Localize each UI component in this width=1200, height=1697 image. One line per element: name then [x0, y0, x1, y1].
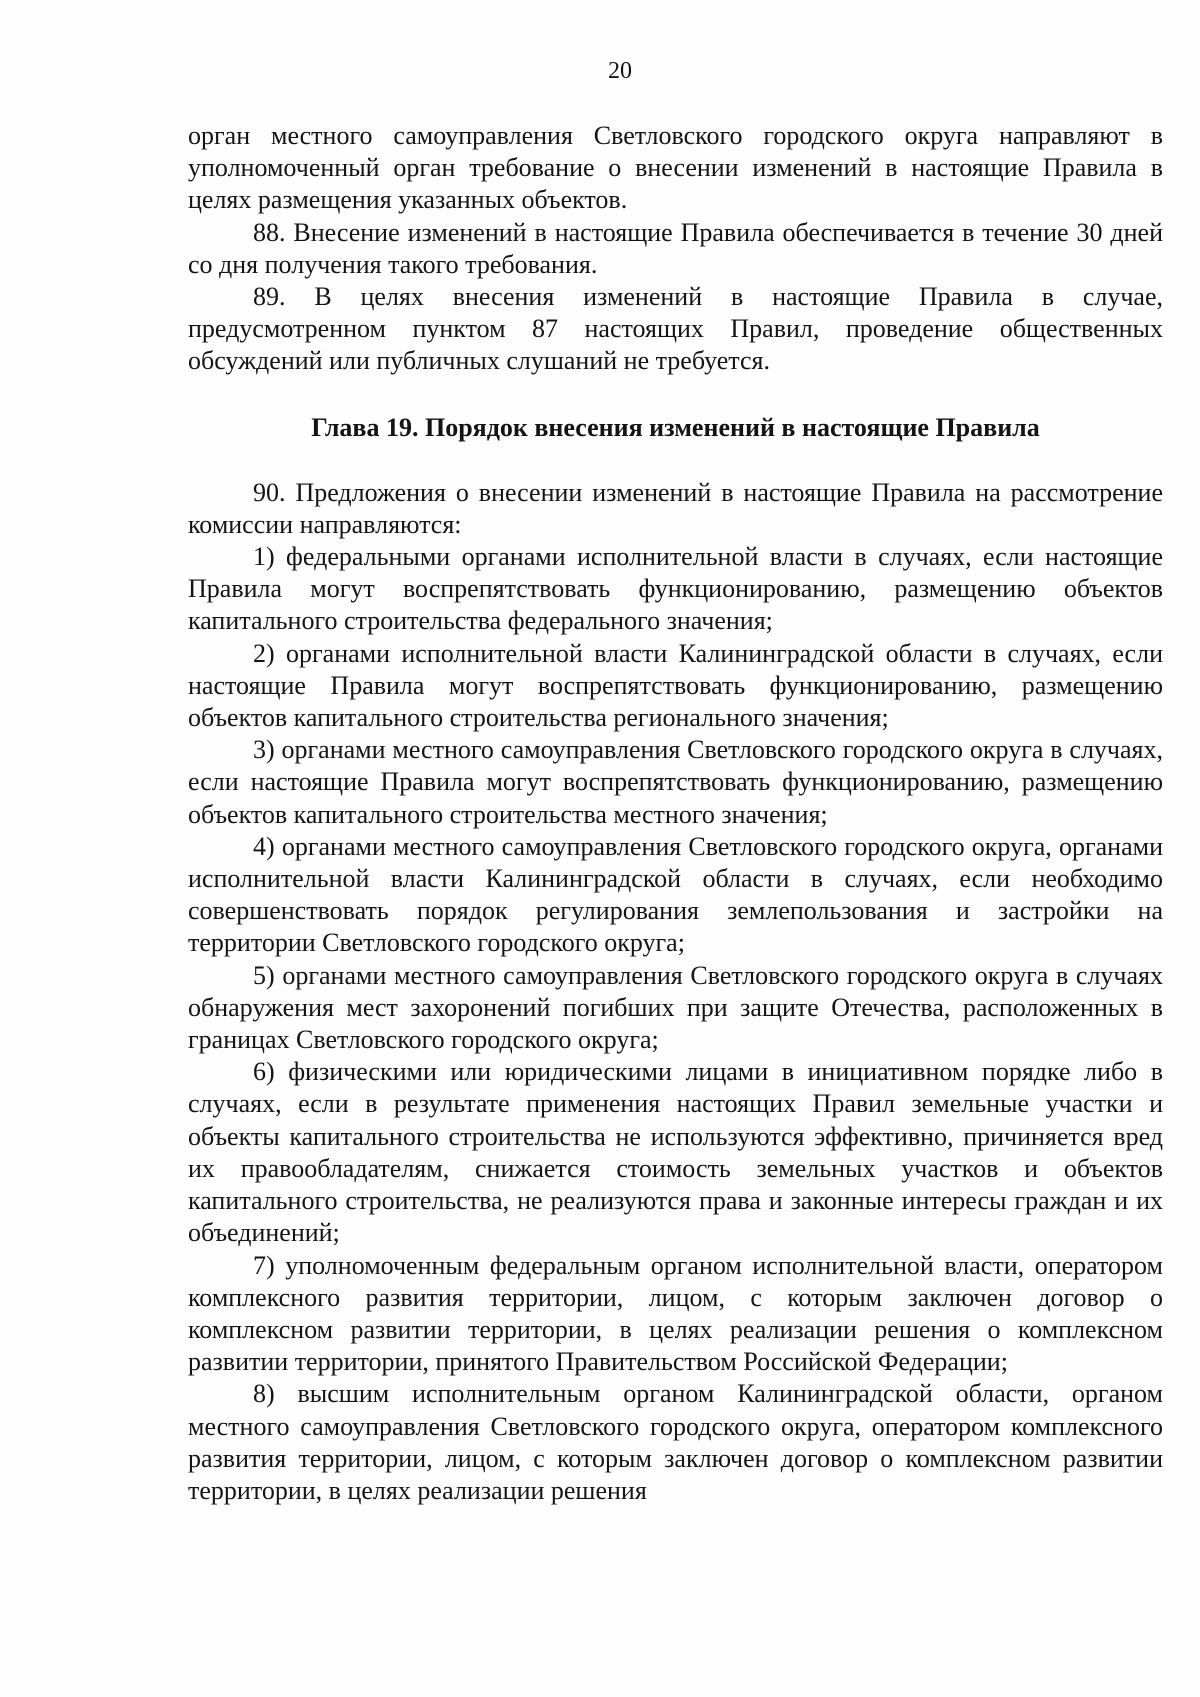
list-item-5: 5) органами местного самоуправления Светловского городского округа в случаях обнаружения мест захоронений погибших при защите Отечества, расположенных в границах Светловского городского округа; [188, 960, 1163, 1055]
chapter-heading: Глава 19. Порядок внесения изменений в настоящие Правила [311, 412, 1040, 442]
list-item-3: 3) органами местного самоуправления Светловского городского округа в случаях, если настоящие Правила могут воспрепятствовать функционированию, размещению объектов капитального строительства местного значения; [188, 735, 1163, 829]
list-item-6: 6) физическими или юридическими лицами в инициативном порядке либо в случаях, если в результате применения настоящих Правил земельные участки и объекты капитального строительства не используются эффективно, причиняется вред их правообладателям, снижается стоимость земельных участков и объектов капитального строительства, не реализуются права и законные интересы граждан и их объединений; [188, 1057, 1163, 1248]
document-body [188, 120, 1163, 1507]
list-item-2: 2) органами исполнительной власти Калининградской области в случаях, если настоящие Правила могут воспрепятствовать функционированию, размещению объектов капитального строительства регионального значения; [188, 638, 1163, 733]
paragraph-continuation: орган местного самоуправления Светловского городского округа направляют в уполномоченный орган требование о внесении изменений в настоящие Правила в целях размещения указанных объектов. [188, 121, 1163, 215]
list-item-1: 1) федеральными органами исполнительной власти в случаях, если настоящие Правила могут воспрепятствовать функционированию, размещению объектов капитального строительства федерального значения; [188, 542, 1163, 636]
page-number: 20 [608, 58, 632, 84]
list-item-7: 7) уполномоченным федеральным органом исполнительной власти, оператором комплексного развития территории, лицом, с которым заключен договор о комплексном развитии территории, в целях реализации решения о комплексном развитии территории, принятого Правительством Российской Федерации; [188, 1250, 1163, 1377]
paragraph-88: 88. Внесение изменений в настоящие Правила обеспечивается в течение 30 дней со дня получения такого требования. [188, 217, 1163, 279]
paragraph-89: 89. В целях внесения изменений в настоящие Правила в случае, предусмотренном пунктом 87 настоящих Правил, проведение общественных обсуждений или публичных слушаний не требуется. [188, 282, 1163, 376]
list-item-4: 4) органами местного самоуправления Светловского городского округа, органами исполнительной власти Калининградской области в случаях, если необходимо совершенствовать порядок регулирования землепользования и застройки на территории Светловского городского округа; [188, 831, 1163, 958]
list-item-8: 8) высшим исполнительным органом Калининградской области, органом местного самоуправления Светловского городского округа, оператором комплексного развития территории, лицом, с которым заключен договор о комплексном развитии территории, в целях реализации решения [188, 1379, 1163, 1505]
paragraph-90: 90. Предложения о внесении изменений в настоящие Правила на рассмотрение комиссии направляются: [188, 477, 1163, 539]
